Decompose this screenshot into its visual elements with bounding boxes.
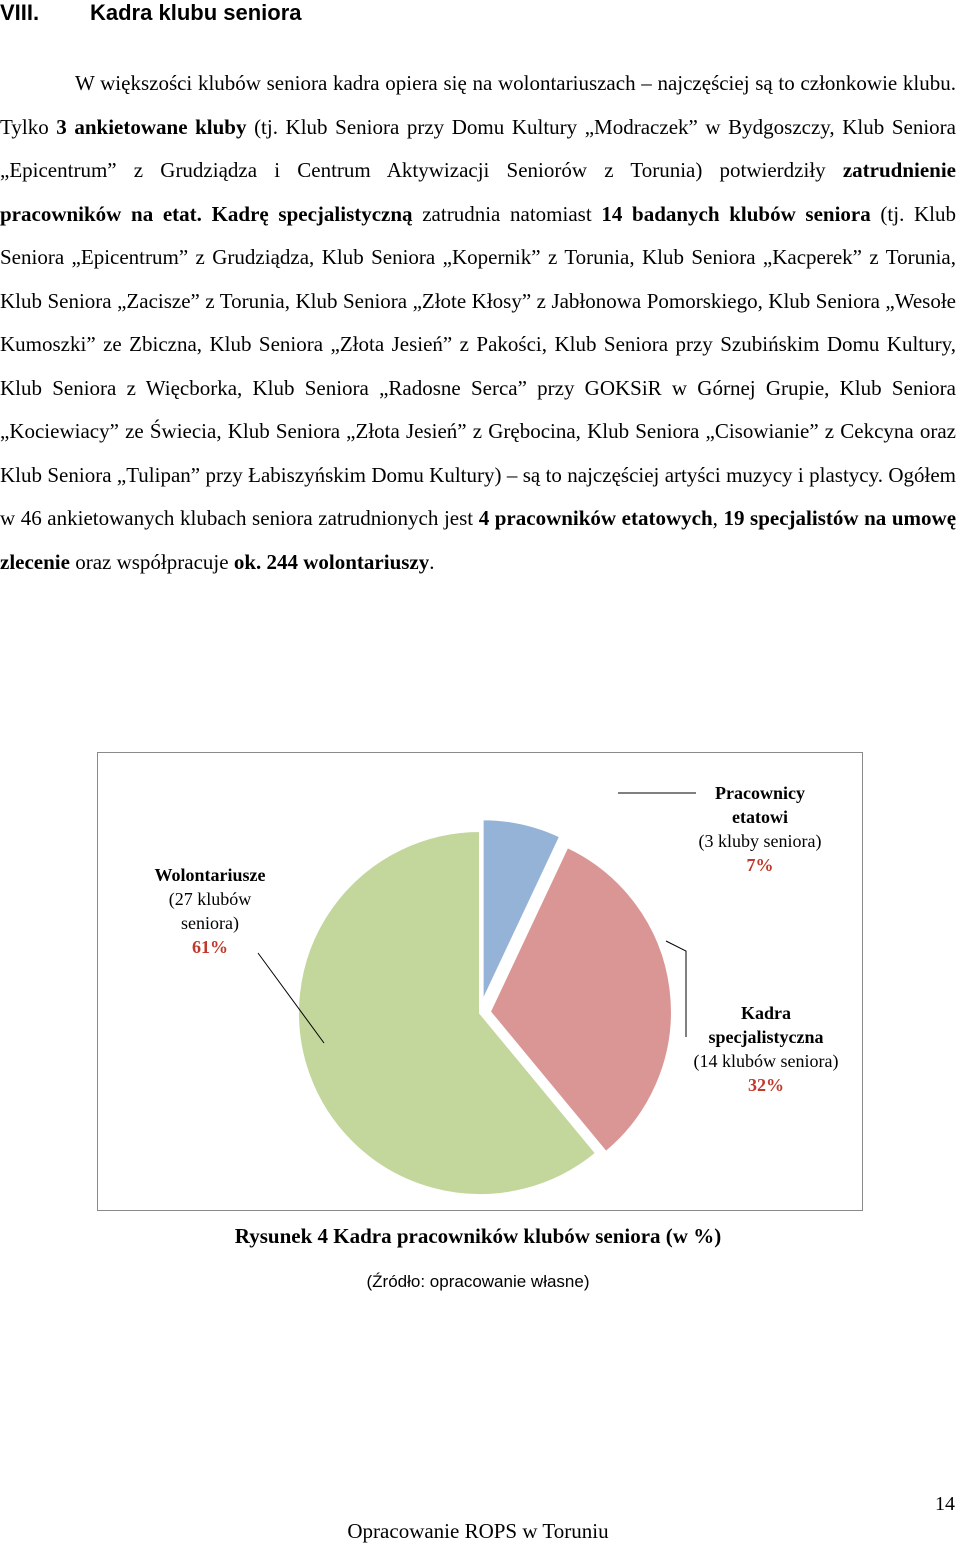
slice-desc: (14 klubów seniora) — [693, 1051, 839, 1071]
figure-source: (Źródło: opracowanie własne) — [366, 1272, 590, 1291]
slice-name: Wolontariusze — [154, 865, 266, 885]
bold-text: . Kadrę specjalistyczną — [196, 201, 413, 226]
text-run: oraz współpracuje — [69, 549, 234, 574]
slice-desc: (3 kluby seniora) — [698, 831, 822, 851]
slice-percent: 7% — [746, 855, 774, 875]
page-footer: Opracowanie ROPS w Toruniu — [347, 1519, 609, 1543]
text-run: W większości klubów seniora kadra opiera się na wolontariuszach – najczęściej są to członkowie klubu. Tylko — [0, 71, 956, 139]
text-run: . — [429, 549, 435, 574]
label-pracownicy — [686, 781, 834, 877]
section-heading — [0, 0, 302, 26]
label-wolontariusze — [140, 863, 280, 959]
slice-percent: 32% — [748, 1075, 784, 1095]
bold-text: 4 pracowników etatowych — [478, 506, 713, 530]
bold-text: zatrudnienie pracowników na etat — [0, 158, 956, 226]
slice-name: Kadra specjalistyczna — [708, 1003, 824, 1047]
section-number: VIII. — [0, 0, 40, 25]
bold-text: ok. 244 wolontariuszy — [233, 549, 430, 574]
bold-text: 3 ankietowane kluby — [56, 114, 247, 139]
text-run: zatrudnia natomiast — [412, 201, 602, 226]
slice-percent: 61% — [192, 937, 228, 957]
slice-desc: (27 klubów seniora) — [168, 889, 252, 933]
text-run: (tj. Klub Seniora przy Domu Kultury „Modraczek” w Bydgoszczy, Klub Seniora „Epicentrum” z Grudziądza i Centrum Aktywizacji Seniorów z Torunia) potwierdziły — [0, 114, 956, 182]
paragraph-text — [0, 62, 956, 584]
slice-name: Pracownicy etatowi — [715, 783, 805, 827]
bold-text: 14 badanych klubów seniora — [601, 201, 871, 226]
text-run: (tj. Klub Seniora „Epicentrum” z Grudziądza, Klub Seniora „Kopernik” z Torunia, Klub Seniora „Kacperek” z Torunia, Klub Seniora „Zacisze” z Torunia, Klub Seniora „Złote Kłosy” z Jabłonowa Pomorskiego, Klub Seniora „Wesołe Kumoszki” ze Zbiczna, Klub Seniora „Złota Jesień” z Pakości, Klub Seniora przy Szubińskim Domu Kultury, Klub Seniora z Więcborka, Klub Seniora „Radosne Serca” przy GOKSiR w Górnej Grupie, Klub Seniora „Kociewiacy” ze Świecia, Klub Seniora „Złota Jesień” z Grębocina, Klub Seniora „Cisowianie” z Cekcyna oraz Klub Seniora „Tulipan” przy Łabiszyńskim Domu Kultury) – są to najczęściej artyści muzycy i plastycy. Ogółem w 46 ankietowanych klubach seniora zatrudnionych jest — [0, 201, 956, 530]
section-title: Kadra klubu seniora — [90, 0, 302, 25]
pie-chart — [97, 752, 863, 1211]
label-kadra — [686, 1001, 846, 1097]
text-run: , — [712, 506, 724, 530]
figure-caption: Rysunek 4 Kadra pracowników klubów seniora (w %) — [234, 1224, 722, 1248]
page-number: 14 — [935, 1493, 955, 1515]
body-paragraph — [0, 62, 956, 584]
bold-text: 19 specjalistów na umowę zlecenie — [0, 506, 957, 574]
